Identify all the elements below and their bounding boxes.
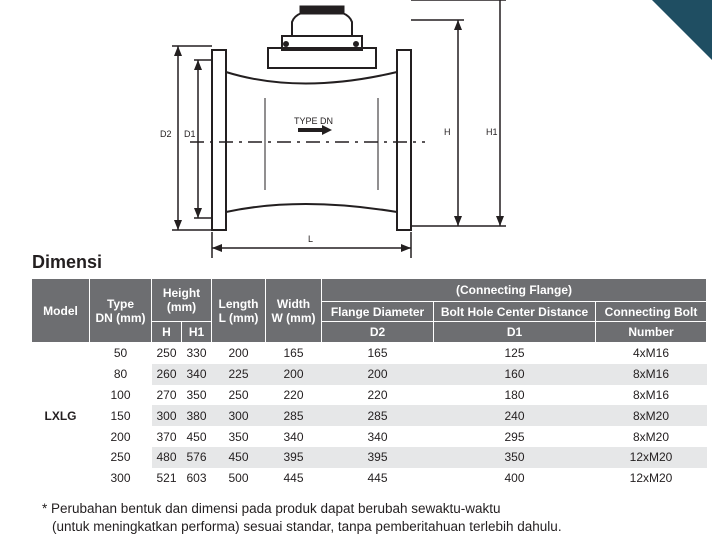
table-row <box>32 343 707 364</box>
header-width: Width W (mm) <box>266 279 322 343</box>
cell-bolt: 8xM20 <box>596 405 707 426</box>
header-flange-diameter: Flange Diameter <box>322 302 434 322</box>
header-type: Type DN (mm) <box>90 279 152 343</box>
header-number: Number <box>596 322 707 343</box>
cell-h: 480 <box>152 447 182 468</box>
cell-h: 300 <box>152 405 182 426</box>
note-line-2: (untuk meningkatkan performa) sesuai standar, tanpa pemberitahuan terlebih dahulu. <box>52 519 562 534</box>
cell-d1: 240 <box>434 405 596 426</box>
cell-d1: 160 <box>434 364 596 385</box>
cell-l: 500 <box>212 468 266 489</box>
cell-d2: 285 <box>322 405 434 426</box>
header-h1: H1 <box>182 322 212 343</box>
cell-l: 225 <box>212 364 266 385</box>
cell-dn: 150 <box>90 405 152 426</box>
cell-bolt: 12xM20 <box>596 468 707 489</box>
model-cell: LXLG <box>32 343 90 489</box>
cell-h1: 603 <box>182 468 212 489</box>
cell-h1: 330 <box>182 343 212 364</box>
cell-d2: 165 <box>322 343 434 364</box>
right-flange <box>397 50 411 230</box>
disclaimer-note <box>42 500 562 536</box>
cell-h1: 340 <box>182 364 212 385</box>
cell-l: 250 <box>212 385 266 406</box>
header-h: H <box>152 322 182 343</box>
header-d2: D2 <box>322 322 434 343</box>
table-row <box>32 447 707 468</box>
cell-w: 445 <box>266 468 322 489</box>
cell-l: 300 <box>212 405 266 426</box>
cell-d2: 340 <box>322 426 434 447</box>
cell-h1: 576 <box>182 447 212 468</box>
body-bottom <box>226 204 397 212</box>
cell-d1: 180 <box>434 385 596 406</box>
label-h1: H1 <box>486 127 498 137</box>
header-bolt-hole: Bolt Hole Center Distance <box>434 302 596 322</box>
cell-h: 521 <box>152 468 182 489</box>
note-line-1: * Perubahan bentuk dan dimensi pada produk dapat berubah sewaktu-waktu <box>42 501 501 516</box>
header-d1: D1 <box>434 322 596 343</box>
table-row <box>32 385 707 406</box>
table-row <box>32 405 707 426</box>
cell-h: 250 <box>152 343 182 364</box>
cell-d2: 220 <box>322 385 434 406</box>
table-row <box>32 364 707 385</box>
cell-h1: 450 <box>182 426 212 447</box>
register-top <box>300 6 344 14</box>
label-d2: D2 <box>160 129 172 139</box>
cell-h1: 350 <box>182 385 212 406</box>
section-title: Dimensi <box>32 252 103 272</box>
cell-l: 450 <box>212 447 266 468</box>
label-h: H <box>444 127 451 137</box>
cell-h: 260 <box>152 364 182 385</box>
header-model: Model <box>32 279 90 343</box>
table-row <box>32 426 707 447</box>
header-connecting-flange: (Connecting Flange) <box>322 279 707 302</box>
cell-l: 200 <box>212 343 266 364</box>
header-height: Height (mm) <box>152 279 212 322</box>
cell-w: 200 <box>266 364 322 385</box>
cell-d1: 125 <box>434 343 596 364</box>
table-row <box>32 468 707 489</box>
cell-dn: 80 <box>90 364 152 385</box>
cell-bolt: 4xM16 <box>596 343 707 364</box>
header-length: Length L (mm) <box>212 279 266 343</box>
cell-dn: 300 <box>90 468 152 489</box>
cell-w: 220 <box>266 385 322 406</box>
left-flange <box>212 50 226 230</box>
cell-bolt: 8xM20 <box>596 426 707 447</box>
label-l: L <box>308 234 314 244</box>
cell-d1: 295 <box>434 426 596 447</box>
header-connecting-bolt: Connecting Bolt <box>596 302 707 322</box>
cell-w: 340 <box>266 426 322 447</box>
cell-bolt: 12xM20 <box>596 447 707 468</box>
cell-d1: 400 <box>434 468 596 489</box>
cell-dn: 50 <box>90 343 152 364</box>
cell-bolt: 8xM16 <box>596 385 707 406</box>
water-meter-diagram <box>0 0 712 262</box>
cell-dn: 250 <box>90 447 152 468</box>
cell-l: 350 <box>212 426 266 447</box>
cell-d2: 395 <box>322 447 434 468</box>
cell-d2: 200 <box>322 364 434 385</box>
label-type-dn: TYPE DN <box>294 116 334 126</box>
cell-bolt: 8xM16 <box>596 364 707 385</box>
cell-h: 270 <box>152 385 182 406</box>
cell-d1: 350 <box>434 447 596 468</box>
flow-arrow <box>298 125 332 135</box>
cell-h: 370 <box>152 426 182 447</box>
cell-d2: 445 <box>322 468 434 489</box>
body-top <box>226 72 397 84</box>
cell-w: 165 <box>266 343 322 364</box>
dimension-table <box>31 278 707 489</box>
cell-dn: 100 <box>90 385 152 406</box>
cell-w: 285 <box>266 405 322 426</box>
label-d1: D1 <box>184 129 196 139</box>
cell-h1: 380 <box>182 405 212 426</box>
cell-dn: 200 <box>90 426 152 447</box>
cell-w: 395 <box>266 447 322 468</box>
